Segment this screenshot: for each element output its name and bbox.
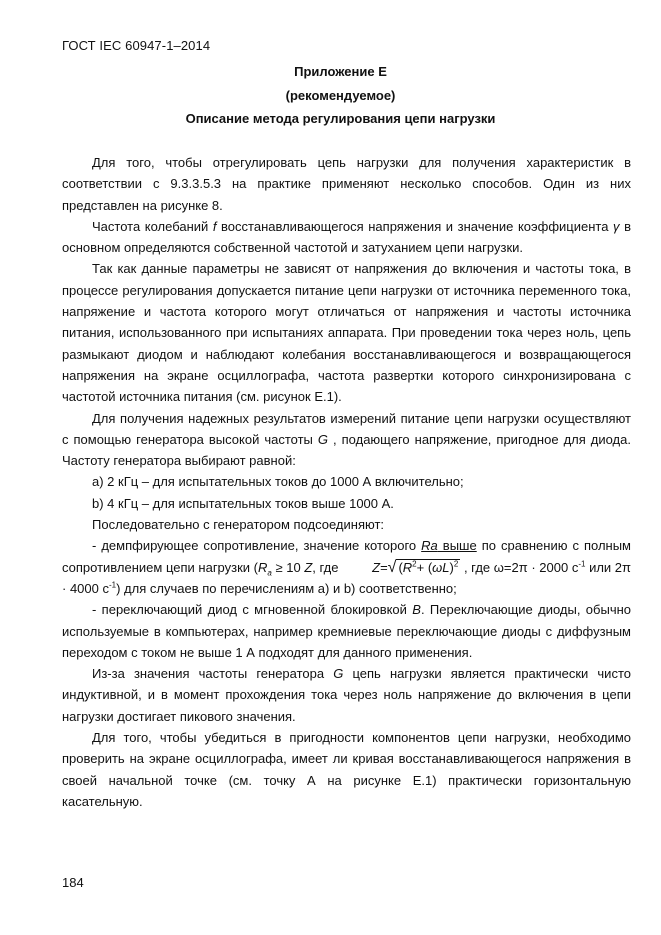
symbol-G: G bbox=[317, 431, 329, 447]
symbol-B: В bbox=[412, 602, 421, 618]
text: Из-за значения частоты генератора bbox=[92, 666, 334, 682]
symbol-f: f bbox=[212, 218, 217, 234]
text: - переключающий диод с мгновенной блокировкой bbox=[92, 602, 413, 618]
paragraph-1: Для того, чтобы отрегулировать цепь нагрузки для получения характеристик в соответствии с 9.3.3.5.3 на практике применяют несколько способов. Один из них представлен на рисунке 8. bbox=[62, 155, 631, 213]
text: цепь нагрузки является практически чисто индуктивной, и в момент прохождения тока через ноль напряжение до включения в цепи нагрузки достигает пикового значения. bbox=[62, 666, 631, 724]
text: по сравнению с полным сопротивлением цепи нагрузки ( bbox=[62, 538, 631, 575]
text: ≥ 10 bbox=[271, 559, 305, 575]
text: или 2π · 4000 с bbox=[62, 559, 632, 596]
text: Частота колебаний bbox=[92, 218, 213, 234]
list-item-b: b) 4 кГц – для испытательных токов выше 1000 А. bbox=[92, 495, 394, 511]
paragraph-7: Последовательно с генератором подсоединяют: bbox=[92, 517, 385, 533]
document-code: ГОСТ IEC 60947-1–2014 bbox=[62, 38, 211, 53]
exponent: 2 bbox=[412, 559, 417, 569]
impedance-formula bbox=[342, 557, 460, 578]
appendix-title: Приложение Е bbox=[294, 64, 387, 79]
text: , где bbox=[312, 559, 343, 575]
symbol-Ra: Ra bbox=[421, 538, 438, 554]
text: Для получения надежных результатов измерений питание цепи нагрузки осуществляют с помощью генератора высокой частоты bbox=[62, 410, 631, 447]
text: ) для случаев по перечислениям a) и b) соответственно; bbox=[116, 580, 457, 596]
symbol-R: R bbox=[402, 559, 413, 575]
symbol-omega-L: ωL bbox=[432, 559, 450, 575]
exponent: -1 bbox=[578, 559, 586, 569]
exponent: 2 bbox=[453, 559, 459, 569]
paragraph-10 bbox=[62, 663, 631, 727]
text: , подающего напряжение, пригодное для диода. Частоту генератора выбирают равной: bbox=[62, 431, 631, 469]
symbol-Z: Z bbox=[372, 559, 381, 575]
exponent: -1 bbox=[108, 580, 117, 590]
paragraph-4 bbox=[62, 408, 631, 472]
paragraph-11: Для того, чтобы убедиться в пригодности компонентов цепи нагрузки, необходимо проверить на экране осциллографа, имеет ли кривая восстанавливающегося напряжения в своей начальной точке (см. точку А на рисунке Е.1) практически горизонтальную касательную. bbox=[62, 730, 631, 809]
paragraph-2 bbox=[62, 216, 631, 259]
square-root-icon: √ bbox=[387, 558, 397, 576]
text: - демпфирующее сопротивление, значение которого bbox=[92, 538, 422, 554]
subscript-a: a bbox=[267, 568, 272, 578]
list-item-a: a) 2 кГц – для испытательных токов до 1000 А включительно; bbox=[92, 474, 464, 490]
symbol-gamma: γ bbox=[613, 218, 620, 234]
appendix-subject: Описание метода регулирования цепи нагрузки bbox=[185, 111, 496, 126]
page-number: 184 bbox=[62, 875, 84, 890]
symbol-G: G bbox=[333, 666, 344, 682]
symbol-Z: Z bbox=[304, 559, 313, 575]
equals-sign: = bbox=[380, 559, 388, 575]
paragraph-8 bbox=[62, 535, 631, 599]
text: . Переключающие диоды, обычно используемые в компьютерах, например кремниевые переключающие диоды с диффузным переходом с током не выше 1 А подходят для данного применения. bbox=[62, 602, 632, 660]
text: , где ω=2π · 2000 с bbox=[460, 559, 579, 575]
text: в основном определяются собственной частотой и затуханием цепи нагрузки. bbox=[62, 218, 632, 256]
body-text bbox=[62, 152, 631, 812]
symbol-R: R bbox=[258, 559, 268, 575]
radicand: ($R^2+ (\omega L)^2$ bbox=[398, 559, 459, 575]
text: + ( bbox=[416, 559, 433, 575]
text: ) bbox=[449, 559, 454, 575]
appendix-status: (рекомендуемое) bbox=[285, 88, 396, 103]
paragraph-9 bbox=[62, 599, 631, 663]
text: выше bbox=[437, 538, 477, 554]
text: восстанавливающегося напряжения и значение коэффициента bbox=[216, 218, 614, 234]
paragraph-3: Так как данные параметры не зависят от напряжения до включения и частоты тока, в процессе регулирования допускается питание цепи нагрузки от источника переменного тока, напряжение и частота которого могут отличаться от напряжения и частоты источника питания, использованного при испытаниях аппарата. При проведении тока через ноль, цепь размыкают диодом и наблюдают колебания восстанавливающегося и возвращающегося напряжения на экране осциллографа, частота развертки которого синхронизирована с частотой источника питания (см. рисунок Е.1). bbox=[62, 261, 631, 405]
